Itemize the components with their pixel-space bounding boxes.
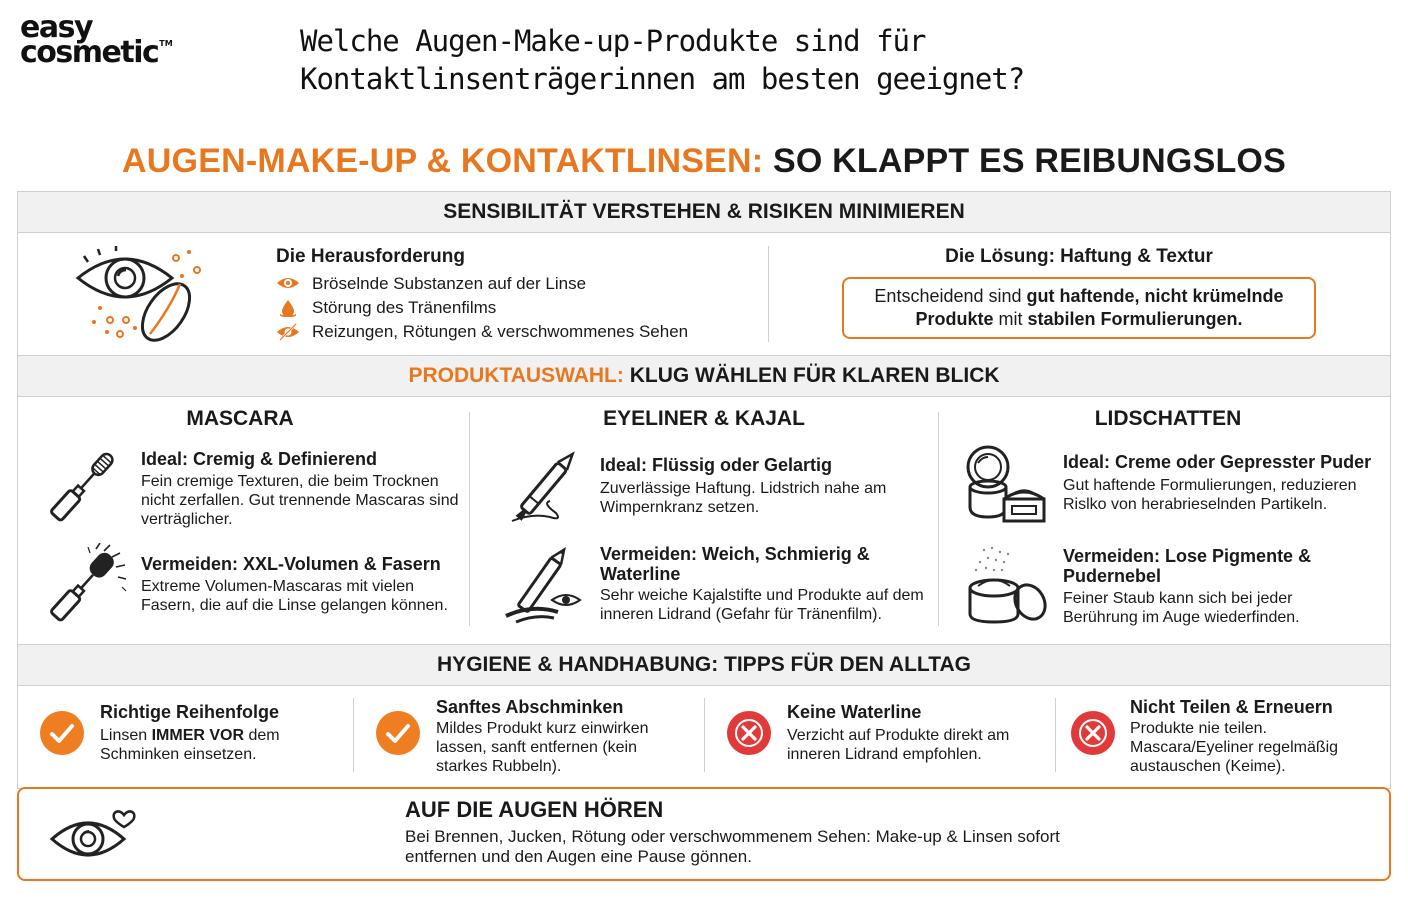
eye-heart-icon xyxy=(46,801,142,867)
eyeliner-avoid-text: Sehr weiche Kajalstifte und Produkte auf dem inneren Lidrand (Gefahr für Tränenfilm). xyxy=(600,587,924,623)
check-badge-icon xyxy=(376,711,420,755)
eyeliner-ideal-title: Ideal: Flüssig oder Gelartig xyxy=(600,455,833,475)
challenge-title: Die Herausforderung xyxy=(276,246,465,267)
tip-text: Mildes Produkt kurz einwirken lassen, sanft entfernen (kein starkes Rubbeln). xyxy=(436,720,649,775)
kajal-pencil-icon xyxy=(502,540,594,626)
main-title xyxy=(0,142,1408,181)
tip-divider xyxy=(1055,698,1056,772)
page-question: Welche Augen-Make-up-Produkte sind für Kontaktlinsenträgerinnen am besten geeignet? xyxy=(300,24,1025,96)
section-sensitivity-heading: SENSIBILITÄT VERSTEHEN & RISIKEN MINIMIEREN xyxy=(17,191,1391,233)
column-title-eyeliner: EYELINER & KAJAL xyxy=(603,407,805,430)
eyeshadow-ideal-text: Gut haftende Formulierungen, reduzieren Rislko von herabrieselnden Partikeln. xyxy=(1063,477,1357,513)
cross-badge-icon xyxy=(1071,711,1115,755)
challenge-item: Störung des Tränenfilms xyxy=(276,296,688,320)
mascara-avoid-text: Extreme Volumen-Mascaras mit vielen Fasern, die auf die Linse gelangen können. xyxy=(141,578,448,614)
final-text: Bei Brennen, Jucken, Rötung oder verschwommenem Sehen: Make-up & Linsen sofort entfernen und den Augen eine Pause gönnen. xyxy=(405,827,1060,866)
tip-divider xyxy=(353,698,354,772)
section1-divider xyxy=(768,246,769,342)
eye-lens-illustration-icon xyxy=(70,246,210,346)
mascara-ideal-title: Ideal: Cremig & Definierend xyxy=(141,449,378,469)
check-badge-icon xyxy=(40,711,84,755)
logo-trademark: TM xyxy=(159,38,173,48)
mascara-avoid-title: Vermeiden: XXL-Volumen & Fasern xyxy=(141,554,441,574)
column-title-eyeshadow: LIDSCHATTEN xyxy=(1094,407,1242,430)
column-title-mascara: MASCARA xyxy=(186,407,294,430)
main-title-accent: AUGEN-MAKE-UP & KONTAKTLINSEN: xyxy=(122,142,764,180)
challenge-item: Bröselnde Substanzen auf der Linse xyxy=(276,272,688,296)
tip-title: Richtige Reihenfolge xyxy=(100,702,280,722)
eyeliner-avoid-title: Vermeiden: Weich, Schmierig & Waterline xyxy=(600,544,870,584)
main-title-rest: SO KLAPPT ES REIBUNGSLOS xyxy=(763,142,1286,180)
loose-powder-jar-icon xyxy=(964,544,1054,630)
cross-badge-icon xyxy=(727,711,771,755)
mascara-volume-icon xyxy=(38,543,128,629)
eye-icon xyxy=(276,275,300,291)
tip-text: Produkte nie teilen. Mascara/Eyeliner regelmäßig austauschen (Keime). xyxy=(1130,720,1339,775)
tip-title: Sanftes Abschminken xyxy=(436,697,624,717)
logo-line-1: easy xyxy=(20,10,93,45)
compact-powder-icon xyxy=(964,443,1050,529)
challenge-item: Reizungen, Rötungen & verschwommenes Sehen xyxy=(276,320,688,344)
tip-divider xyxy=(704,698,705,772)
brand-logo xyxy=(20,10,173,70)
eyeshadow-ideal-title: Ideal: Creme oder Gepresster Puder xyxy=(1063,452,1372,472)
solution-title: Die Lösung: Haftung & Textur xyxy=(945,246,1213,267)
tip-title: Nicht Teilen & Erneuern xyxy=(1130,697,1333,717)
liquid-eyeliner-icon xyxy=(502,443,592,529)
tear-drop-icon xyxy=(276,299,300,317)
eye-crossed-icon xyxy=(276,323,300,341)
logo-line-2: cosmetic xyxy=(20,34,159,70)
tip-text: Verzicht auf Produkte direkt am inneren Lidrand empfohlen. xyxy=(787,727,1010,763)
final-heading: AUF DIE AUGEN HÖREN xyxy=(405,797,664,822)
solution-box: Entscheidend sind gut haftende, nicht krümelnde Produkte mit stabilen Formulierungen. xyxy=(842,277,1316,339)
column-divider xyxy=(469,412,470,626)
tip-title: Keine Waterline xyxy=(787,702,922,722)
mascara-wand-icon xyxy=(38,443,128,529)
challenge-list xyxy=(276,272,688,344)
tip-text: Linsen IMMER VOR dem Schminken einsetzen. xyxy=(100,727,280,763)
eyeshadow-avoid-text: Feiner Staub kann sich bei jeder Berührung im Auge wiederfinden. xyxy=(1063,590,1300,626)
eyeshadow-avoid-title: Vermeiden: Lose Pigmente & Pudernebel xyxy=(1063,546,1312,586)
mascara-ideal-text: Fein cremige Texturen, die beim Trocknen nicht zerfallen. Gut trennende Mascaras sind verträglicher. xyxy=(141,473,459,528)
eyeliner-ideal-text: Zuverlässige Haftung. Lidstrich nahe am Wimpernkranz setzen. xyxy=(600,480,887,516)
section-hygiene-heading: HYGIENE & HANDHABUNG: TIPPS FÜR DEN ALLTAG xyxy=(17,644,1391,686)
section-product-choice-heading: PRODUKTAUSWAHL: KLUG WÄHLEN FÜR KLAREN BLICK xyxy=(17,355,1391,397)
